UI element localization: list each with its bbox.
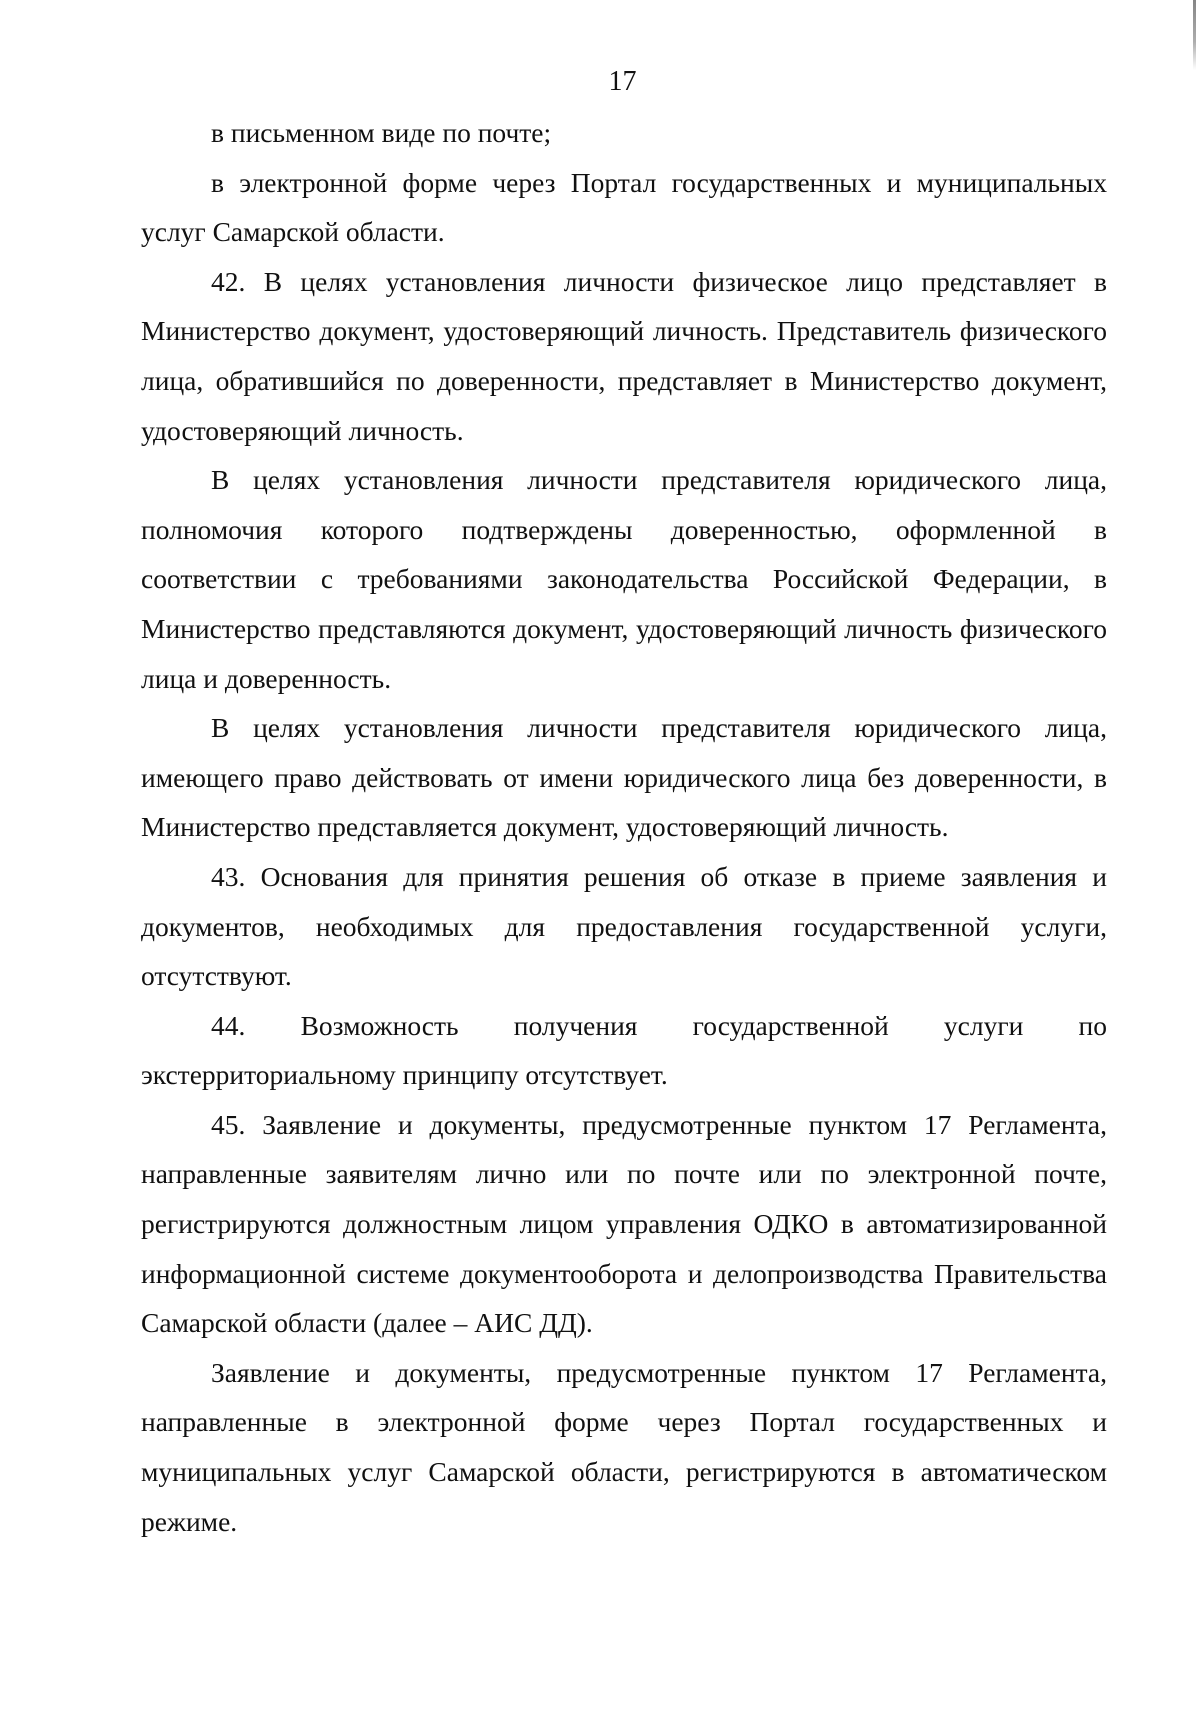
paragraph: в электронной форме через Портал государственных и муниципальных услуг Самарской области. bbox=[141, 166, 1107, 248]
scan-edge-mark bbox=[1193, 0, 1196, 70]
page-number: 17 bbox=[608, 66, 637, 97]
paragraph-item-45: 45. Заявление и документы, предусмотренные пунктом 17 Регламента, направленные заявителям лично или по почте или по электронной почте, регистрируются должностным лицом управления ОДКО в автоматизированной информационной системе документооборота и делопроизводства Правительства Самарской области (далее – АИС ДД). bbox=[141, 1108, 1107, 1339]
paragraph: В целях установления личности представителя юридического лица, полномочия которого подтверждены доверенностью, оформленной в соответствии с требованиями законодательства Российской Федерации, в Министерство представляются документ, удостоверяющий личность физического лица и доверенность. bbox=[141, 464, 1107, 694]
paragraph-item-43: 43. Основания для принятия решения об отказе в приеме заявления и документов, необходимых для предоставления государственной услуги, отсутствуют. bbox=[141, 860, 1107, 992]
paragraph-item-42: 42. В целях установления личности физическое лицо представляет в Министерство документ, удостоверяющий личность. Представитель физического лица, обратившийся по доверенности, представляет в Министерство документ, удостоверяющий личность. bbox=[141, 265, 1107, 446]
paragraph: Заявление и документы, предусмотренные пунктом 17 Регламента, направленные в электронной форме через Портал государственных и муниципальных услуг Самарской области, регистрируются в автоматическом режиме. bbox=[141, 1356, 1107, 1537]
paragraph: В целях установления личности представителя юридического лица, имеющего право действовать от имени юридического лица без доверенности, в Министерство представляется документ, удостоверяющий личность. bbox=[141, 712, 1107, 843]
document-body bbox=[141, 108, 1107, 1546]
paragraph: в письменном виде по почте; bbox=[211, 117, 552, 148]
paragraph-item-44: 44. Возможность получения государственной услуги по экстерриториальному принципу отсутствует. bbox=[141, 1009, 1107, 1091]
